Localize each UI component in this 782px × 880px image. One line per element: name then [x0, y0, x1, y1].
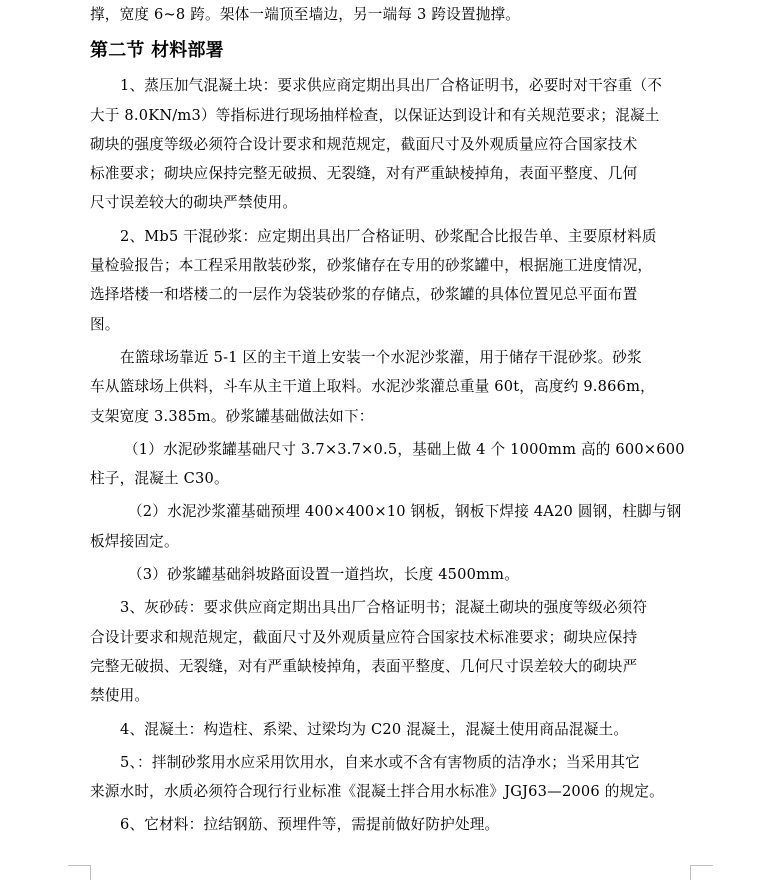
- text-line: 砌块的强度等级必须符合设计要求和规范规定，截面尺寸及外观质量应符合国家技术: [90, 135, 638, 153]
- text-line: 选择塔楼一和塔楼二的一层作为袋装砂浆的存储点，砂浆罐的具体位置见总平面布置: [90, 286, 638, 304]
- text-line: 1、蒸压加气混凝土块：要求供应商定期出具出厂合格证明书，必要时对干容重（不: [120, 77, 663, 95]
- text-line: 板焊接固定。: [90, 532, 179, 550]
- section-heading: 第二节 材料部署: [90, 40, 224, 62]
- text-line: 完整无破损、无裂缝，对有严重缺棱掉角，表面平整度、几何尺寸误差较大的砌块严: [90, 657, 638, 675]
- text-line: （2）水泥沙浆灌基础预埋 400×400×10 钢板，钢板下焊接 4A20 圆钢，柱脚与钢: [128, 503, 682, 521]
- text-line: 3、灰砂砖：要求供应商定期出具出厂合格证明书；混凝土砌块的强度等级必须符: [120, 599, 648, 617]
- paragraph-other-materials: [90, 810, 690, 839]
- page-corner-mark-left: [68, 865, 91, 880]
- text-line: 禁使用。: [90, 687, 150, 705]
- text-line: 2、Mb5 干混砂浆：应定期出具出厂合格证明、砂浆配合比报告单、主要原材料质: [120, 227, 657, 245]
- text-line: 撑，宽度 6~8 跨。架体一端顶至墙边，另一端每 3 跨设置抛撑。: [90, 6, 521, 23]
- text-line: 大于 8.0KN/m3）等指标进行现场抽样检查，以保证达到设计和有关规范要求；混凝土: [90, 106, 660, 124]
- text-line: 4、混凝土：构造柱、系梁、过梁均为 C20 混凝土，混凝土使用商品混凝土。: [120, 720, 629, 738]
- text-line: 量检验报告；本工程采用散装砂浆，砂浆储存在专用的砂浆罐中，根据施工进度情况，: [90, 257, 653, 275]
- text-line: （3）砂浆罐基础斜坡路面设置一道挡坎，长度 4500mm。: [128, 566, 520, 584]
- paragraph-mixing-water: [90, 748, 690, 807]
- text-line: 柱子，混凝土 C30。: [90, 470, 229, 488]
- page-corner-mark-right: [690, 865, 713, 880]
- paragraph-tank-foundation-1: [90, 435, 690, 494]
- paragraph-dry-mix-mortar: [90, 222, 690, 339]
- text-line: 车从篮球场上供料，斗车从主干道上取料。水泥沙浆灌总重量 60t，高度约 9.866m，: [90, 378, 655, 396]
- document-body: [90, 0, 690, 840]
- text-line: 标准要求；砌块应保持完整无破损、无裂缝，对有严重缺棱掉角，表面平整度、几何: [90, 165, 638, 183]
- paragraph-tank-foundation-3: [90, 560, 690, 589]
- paragraph-aerated-concrete-block: [90, 71, 690, 217]
- text-line: 5、：拌制砂浆用水应采用饮用水，自来水或不含有害物质的洁净水；当采用其它: [120, 753, 640, 771]
- text-line: 来源水时，水质必须符合现行行业标准《混凝土拌合用水标准》JGJ63—2006 的规定。: [90, 783, 664, 801]
- paragraph-mortar-tank: [90, 343, 690, 431]
- paragraph-lime-sand-brick: [90, 593, 690, 710]
- text-line: 6、它材料：拉结钢筋、预埋件等，需提前做好防护处理。: [120, 816, 500, 834]
- paragraph-concrete: [90, 715, 690, 744]
- text-line: 尺寸误差较大的砌块严禁使用。: [90, 194, 298, 212]
- text-line: 合设计要求和规范规定，截面尺寸及外观质量应符合国家技术标准要求；砌块应保持: [90, 628, 638, 646]
- text-line: （1）水泥砂浆罐基础尺寸 3.7×3.7×0.5，基础上做 4 个 1000mm 高的 600×600: [124, 440, 685, 458]
- paragraph-tank-foundation-2: [90, 497, 690, 556]
- text-line: 图。: [90, 315, 120, 333]
- text-line: 支架宽度 3.385m。砂浆罐基础做法如下：: [90, 407, 374, 425]
- text-line: 在篮球场靠近 5-1 区的主干道上安装一个水泥沙浆灌，用于储存干混砂浆。砂浆: [120, 348, 642, 366]
